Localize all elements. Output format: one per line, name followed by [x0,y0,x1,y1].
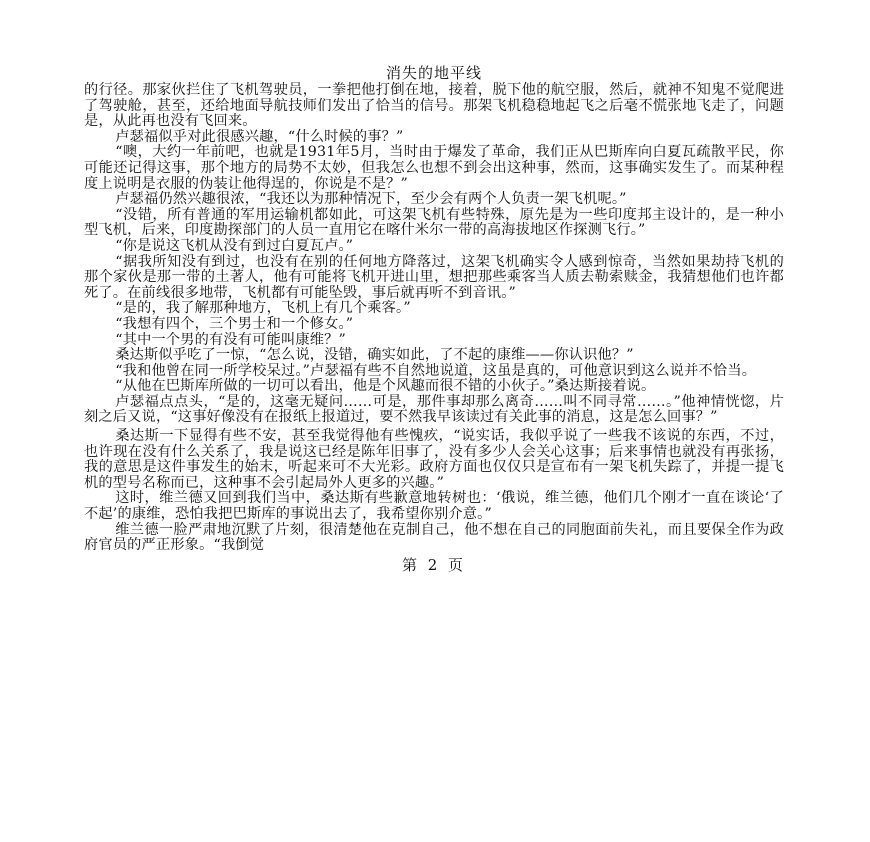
paragraph: “你是说这飞机从没有到过白夏瓦卢。” [115,237,354,254]
paragraph: 维兰德一脸严肃地沉默了片刻，很清楚他在克制自己，他不想在自己的同胞面前失礼，而且要保全作为政府官员的严正形象。“我倒觉 [84,521,784,554]
paragraph: “噢，大约一年前吧，也就是1931年5月，当时由于爆发了革命，我们正从巴斯库向白夏瓦疏散平民，你可能还记得这事，那个地方的局势不太妙，但我怎么也想不到会出这种事，然而，这事确实发生了。而某种程度上说明是衣服的伪装让他得逞的，你说是不是？” [84,144,784,192]
paragraph: 卢瑟福仍然兴趣很浓，“我还以为那种情况下，至少会有两个人负责一架飞机呢。” [115,191,627,208]
paragraph: 卢瑟福似乎对此很感兴趣，“什么时候的事？” [115,128,404,145]
paragraph: “我和他曾在同一所学校呆过。”卢瑟福有些不自然地说道，这虽是真的，可他意识到这么说并不恰当。 [115,362,757,379]
page-title: 消失的地平线 [385,64,482,82]
paragraph: “我想有四个，三个男士和一个修女。” [115,315,354,332]
paragraph: “是的，我了解那种地方，飞机上有几个乘客。” [115,300,411,317]
paragraph: 这时，维兰德又回到我们当中，桑达斯有些歉意地转树也：‘俄说，维兰德，他们几个刚才一直在谈论‘了不起’的康维，恐怕我把巴斯库的事说出去了，我希望你别介意。” [84,490,784,523]
page-number: 第 2 页 [401,555,467,574]
body-text [84,83,784,554]
paragraph: 桑达斯似乎吃了一惊，“怎么说，没错，确实如此，了不起的康维——你认识他？” [115,347,634,364]
paragraph: “据我所知没有到过，也没有在别的任何地方降落过，这架飞机确实令人感到惊奇，当然如果劫持飞机的那个家伙是那一带的土著人，他有可能将飞机开进山里，想把那些乘客当人质去勒索赎金，我猜想他们也许都死了。在前线很多地带，飞机都有可能坠毁，事后就再听不到音讯。” [84,253,784,301]
paragraph: 卢瑟福点点头，“是的，这毫无疑问……可是，那件事却那么离奇……叫不同寻常……。”他神情恍惚，片刻之后又说，“这事好像没有在报纸上报道过，要不然我早该读过有关此事的消息，这是怎么回事？” [84,393,784,426]
document-page [84,64,784,574]
paragraph: 的行径。那家伙拦住了飞机驾驶员，一拳把他打倒在地，接着，脱下他的航空服，然后，就神不知鬼不觉爬进了驾驶舱，甚至，还给地面导航技师们发出了恰当的信号。那架飞机稳稳地起飞之后毫不慌张地飞走了，问题是，从此再也没有飞回来。 [84,82,784,130]
paragraph: “没错，所有普通的军用运输机都如此，可这架飞机有些特殊，原先是为一些印度邦主设计的，是一种小型飞机，后来，印度勘探部门的人员一直用它在喀什米尔一带的高海拔地区作探测飞行。” [84,206,784,239]
paragraph: “从他在巴斯库所做的一切可以看出，他是个风趣而很不错的小伙子。”桑达斯接着说。 [115,378,656,395]
paragraph: “其中一个男的有没有可能叫康维？” [115,331,346,348]
paragraph: 桑达斯一下显得有些不安，甚至我觉得他有些愧疚，“说实话，我似乎说了一些我不该说的东西，不过，也许现在没有什么关系了，我是说这已经是陈年旧事了，没有多少人会关心这事；后来事情也就没有再张扬，我的意思是这件事发生的始末，听起来可不大光彩。政府方面也仅仅只是宣布有一架飞机失踪了，并提一提飞机的型号名称而已，这种事不会引起局外人更多的兴趣。” [84,428,784,491]
